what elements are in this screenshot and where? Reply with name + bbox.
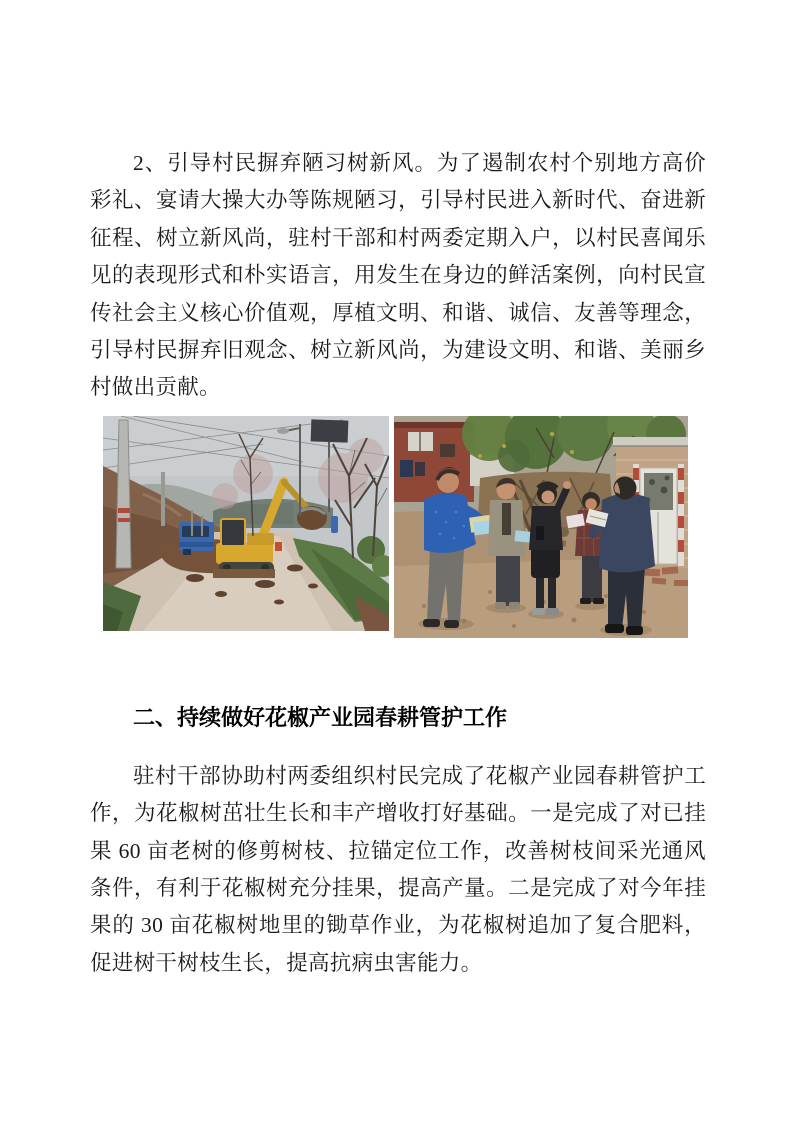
section-heading: 二、持续做好花椒产业园春耕管护工作	[133, 704, 508, 730]
photo-road-excavator-image	[103, 416, 389, 631]
truck-shape	[179, 522, 214, 555]
photo-row	[103, 416, 706, 638]
paragraph-customs-reform: 2、引导村民摒弃陋习树新风。为了遏制农村个别地方高价彩礼、宴请大操大办等陈规陋习，引导村民进入新时代、奋进新征程、树立新风尚，驻村干部和村两委定期入户，以村民喜闻乐见的表现形式和朴实语言，用发生在身边的鲜活案例，向村民宣传社会主义核心价值观，厚植文明、和谐、诚信、友善等理念，引导村民摒弃旧观念、树立新风尚，为建设文明、和谐、美丽乡村做出贡献。	[90, 151, 706, 400]
photo-villagers-discussion-image	[394, 416, 688, 638]
document-content	[90, 145, 706, 982]
paragraph-pepper-management: 驻村干部协助村两委组织村民完成了花椒产业园春耕管护工作，为花椒树茁壮生长和丰产增收打好基础。一是完成了对已挂果 60 亩老树的修剪树枝、拉锚定位工作，改善树枝间采光通风条件，有利于花椒树充分挂果，提高产量。二是完成了对今年挂果的 30 亩花椒树地里的锄草作业，为花椒树追加了复合肥料，促进树干树枝生长，提高抗病虫害能力。	[90, 763, 706, 975]
